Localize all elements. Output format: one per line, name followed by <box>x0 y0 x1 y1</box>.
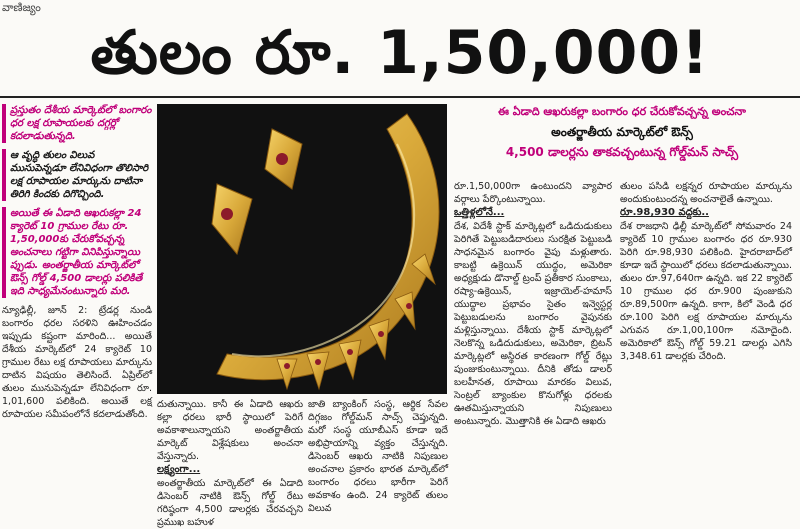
section-tag: వాణిజ్యం <box>2 1 41 14</box>
necklace-illustration <box>157 104 447 394</box>
headline: తులం రూ. 1,50,000! <box>90 18 710 88</box>
intro-highlight: ప్రస్తుతం దేశీయ మార్కెట్‌లో బంగారం ధర లక్ష రూపాయలకు దగ్గర్లో కదలాడుతున్నది. <box>2 104 152 143</box>
column-1-subhead: లక్ష్యంగా... <box>157 464 201 475</box>
body-text: న్యూఢిల్లీ, జూన్ 2: ట్రేడర్ల నుండి బంగారం ధరల సరళిని ఊహించడం ఇప్పుడు కష్టంగా మారింది... అయితే దేశీయ మార్కెట్‌లో 24 క్యారెట్ 10 గ్రాముల రేటు లక్ష రూపాయలు మార్కును దాటిన విషయం తెలిసిందే. ఏప్రిల్‌లో తులం మునుపెన్నడూ లేనివిధంగా రూ. 1,01,600 పలికింది. అయితే లక్ష రూపాయల సమీపంలోనే కదలాడుతోంది. <box>2 305 152 420</box>
deck-line-3: 4,500 డాలర్లను తాకవచ్చంటున్న గోల్డ్‌మన్ సాచ్స్ <box>505 145 739 159</box>
column-1-text-2: అంతర్జాతీయ మార్కెట్‌లో ఈ ఏడాది డిసెంబర్ నాటికి ఔన్స్ గోల్డ్ రేటు గరిష్ఠంగా 4,500 డాలర్లకు చేరవచ్చని ప్రముఖ బహుళ <box>157 478 303 528</box>
column-4-subhead: రూ.98,930 వద్దకు.. <box>620 207 709 218</box>
left-column <box>2 104 152 488</box>
article-column-1 <box>157 398 303 528</box>
column-4-text-2: దేశ రాజధాని ఢిల్లీ మార్కెట్‌లో సోమవారం 24 క్యారెట్ 10 గ్రాముల బంగారం ధర రూ.930 పెరిగి రూ.98,930 పలికింది. హైదరాబాద్‌లో కూడా ఇదే స్థాయిలో ధరలు కదలాడుతున్నాయి. తులం రూ.97,640గా ఉన్నది. ఇక 22 క్యారెట్ 10 గ్రాముల ధర రూ.900 పుంజుకుని రూ.89,500గా ఉన్నది. కాగా, కిలో వెండి ధర రూ.100 పెరిగి లక్ష రూపాయల మార్కును ఎగువన రూ.1,00,100గా నమోదైంది. అమెరికాలో ఔన్స్ గోల్డ్ 59.21 డాలర్లు ఎగిసి 3,348.61 డాలర్లకు చేరింది. <box>620 221 792 362</box>
gold-necklace-photo <box>157 104 447 394</box>
pull-quote: ఆ వృద్ధి తులం విలువ ముసుపెన్నడూ లేనివిధంగా తొలిసారి లక్ష రూపాయల మార్కును దాటినా తిరిగి కిందకు దిగొచ్చింది. <box>2 149 152 201</box>
column-3-subhead: ఒత్తిళ్లలోనే... <box>454 207 505 218</box>
article-column-2 <box>308 398 448 514</box>
column-1-text: దుతున్నాయి. కానీ ఈ ఏడాది ఆఖరు కల్లా ధరలు భారీ స్థాయిలో పెరిగే అవకాశాలున్నాయని అంతర్జాతీయ మార్కెట్ విశ్లేషకులు అంచనా వేస్తున్నారు. <box>157 399 303 462</box>
headline-rule <box>0 96 800 98</box>
column-4-text: తులం పసిడి లక్షన్నర రూపాయల మార్కును అందుకుంటుందన్న అంచనాలైతే ఉన్నాయి. <box>620 181 792 205</box>
article-column-3 <box>454 180 612 488</box>
deck <box>452 102 792 162</box>
article-column-4 <box>620 180 792 488</box>
column-3-text: రూ.1,50,000గా ఉంటుందని వ్యాపార వర్గాలు పేర్కొంటున్నాయి. <box>454 181 612 205</box>
column-2-text: జాతి బ్యాంకింగ్ సంస్థ, ఆర్థిక సేవల దిగ్గజం గోల్డ్‌మన్ సాచ్స్ చెప్తున్నది. మరో సంస్థ యూబీఎస్ కూడా ఇదే అభిప్రాయాన్ని వ్యక్తం చేస్తున్నది. డిసెంబర్ ఆఖరు నాటికి నిపుణుల అంచనాల ప్రకారం భారత మార్కెట్‌లో బంగారం ధరలు భారీగా పెరిగే అవకాశం ఉంది. 24 క్యారెట్ తులం విలువ <box>308 399 448 514</box>
column-3-text-2: దేశ, విదేశీ స్టాక్ మార్కెట్లలో ఒడిదుడుకులు పెరిగితే పెట్టుబడిదారులు సురక్షిత పెట్టుబడి సాధనమైన బంగారం వైపు మళ్లుతారు. కాబట్టి ఉక్రెయిన్ యుద్ధం, అమెరికా అధ్యక్షుడు డొనాల్డ్ ట్రంప్ ప్రతీకార సుంకాలు, రష్యా-ఉక్రెయిన్, ఇజ్రాయెల్-హమాస్ యుద్ధాల ప్రభావం సైతం ఇన్వెస్టర్ల పెట్టుబడులను బంగారం వైపునకు మళ్లిస్తున్నాయి. దేశీయ స్టాక్ మార్కెట్లలో నెలకొన్న ఒడిదుడుకులు, అమెరికా, బ్రిటన్ మార్కెట్లలో అస్థిరత కారణంగా గోల్డ్ రేట్లు పుంజుకుంటున్నాయి. దీనికి తోడు డాలర్ బలహీనత, రూపాయి మారకం విలువ, సెంట్రల్ బ్యాంకుల కొనుగోళ్లు ధరలకు ఊతమిస్తున్నాయని నిపుణులు అంటున్నారు. మొత్తానికి ఈ ఏడాది ఆఖరు <box>454 221 612 427</box>
forecast-highlight: అయితే ఈ ఏడాది ఆఖరుకల్లా 24 క్యారెట్ 10 గ్రాముల రేటు రూ. 1,50,000కు చేరుకోవచ్చన్న అంచనాలు గట్టిగా వినిపిస్తున్నాయి ప్పుడు. అంతర్జాతీయ మార్కెట్‌లో ఔన్స్ గోల్డ్ 4,500 డాలర్లు పలికితే ఇది సాధ్యమేనంటున్నారు మరి. <box>2 207 152 298</box>
deck-line-1: ఈ ఏడాది ఆఖరుకల్లా బంగారం ధర చేరుకోవచ్చన్న అంచనా <box>498 105 746 118</box>
deck-line-2: అంతర్జాతీయ మార్కెట్‌లో ఔన్స్ <box>551 125 693 139</box>
